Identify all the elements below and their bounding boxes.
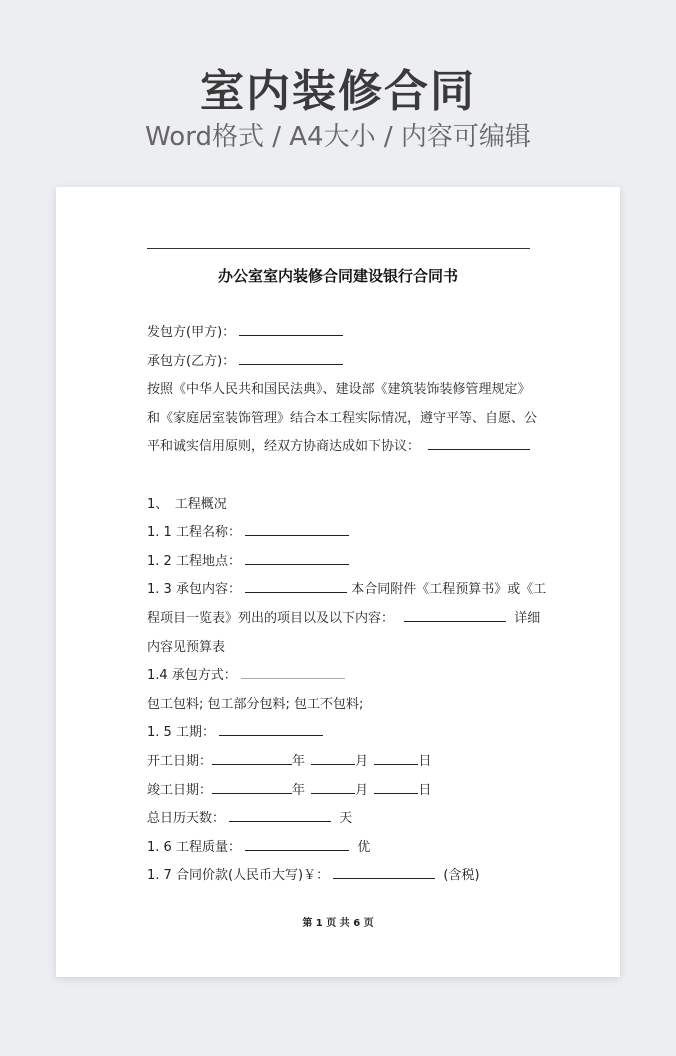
document-body bbox=[147, 319, 547, 891]
period-label: 1. 5 工期： bbox=[147, 725, 215, 741]
party-a-line bbox=[147, 319, 531, 348]
scope-line-2 bbox=[147, 605, 541, 634]
start-day-blank bbox=[374, 750, 418, 765]
total-days-label: 总日历天数： bbox=[147, 811, 226, 827]
project-location-label: 1. 2 工程地点： bbox=[147, 553, 241, 569]
start-date-label: 开工日期： bbox=[147, 753, 213, 769]
section1-heading: 1、 工程概况 bbox=[147, 496, 227, 512]
document-page bbox=[56, 187, 620, 977]
start-year-unit: 年 bbox=[292, 753, 306, 769]
intro-line-3 bbox=[147, 433, 531, 462]
method-options: 包工包料; 包工部分包料; 包工不包料; bbox=[147, 696, 364, 712]
intro-line-1: 按照《中华人民共和国民法典》、建设部《建筑装饰装修管理规定》 bbox=[147, 382, 531, 398]
price-label: 1. 7 合同价款(人民币大写)￥： bbox=[147, 868, 330, 884]
scope-blank-2 bbox=[404, 607, 506, 622]
end-month-blank bbox=[311, 779, 355, 794]
project-name-line bbox=[147, 519, 531, 548]
end-year-blank bbox=[212, 779, 292, 794]
quality-line bbox=[147, 834, 531, 863]
start-month-blank bbox=[311, 750, 355, 765]
end-day-unit: 日 bbox=[418, 782, 432, 798]
party-b-line bbox=[147, 348, 531, 377]
party-b-blank bbox=[239, 350, 343, 365]
total-days-unit: 天 bbox=[339, 811, 353, 827]
quality-value: 优 bbox=[357, 839, 371, 855]
quality-blank bbox=[245, 836, 349, 851]
end-date-label: 竣工日期： bbox=[147, 782, 213, 798]
method-line bbox=[147, 662, 531, 691]
project-location-blank bbox=[245, 550, 349, 565]
hero-title: 室内装修合同 bbox=[200, 66, 476, 117]
scope-line-3: 内容见预算表 bbox=[147, 639, 226, 655]
spacer bbox=[147, 462, 531, 491]
end-year-unit: 年 bbox=[292, 782, 306, 798]
period-blank bbox=[219, 721, 323, 736]
project-name-label: 1. 1 工程名称： bbox=[147, 525, 241, 541]
scope-text-c: 程项目一览表》列出的项目以及以下内容： bbox=[147, 610, 395, 626]
start-year-blank bbox=[212, 750, 292, 765]
end-day-blank bbox=[374, 779, 418, 794]
start-day-unit: 日 bbox=[418, 753, 432, 769]
price-line bbox=[147, 862, 531, 891]
intro-blank bbox=[428, 435, 530, 450]
period-line bbox=[147, 719, 531, 748]
party-b-label: 承包方(乙方)： bbox=[147, 353, 236, 369]
scope-text-d: 详细 bbox=[514, 610, 541, 626]
price-blank bbox=[333, 864, 435, 879]
total-days-blank bbox=[229, 807, 331, 822]
method-blank bbox=[241, 664, 345, 679]
intro-line-3-text: 平和诚实信用原则，经双方协商达成如下协议： bbox=[147, 439, 421, 455]
price-suffix: (含税) bbox=[443, 868, 480, 884]
top-divider bbox=[147, 248, 530, 249]
end-date-line bbox=[147, 777, 531, 806]
hero-subtitle: Word格式 / A4大小 / 内容可编辑 bbox=[145, 122, 531, 152]
scope-blank bbox=[245, 578, 347, 593]
total-days-line bbox=[147, 805, 531, 834]
quality-label: 1. 6 工程质量： bbox=[147, 839, 241, 855]
end-month-unit: 月 bbox=[355, 782, 369, 798]
document-title: 办公室室内装修合同建设银行合同书 bbox=[217, 267, 458, 285]
party-a-label: 发包方(甲方)： bbox=[147, 325, 236, 340]
scope-line-1 bbox=[147, 576, 547, 605]
start-month-unit: 月 bbox=[355, 753, 369, 769]
party-a-blank bbox=[239, 321, 343, 336]
scope-text-b: 本合同附件《工程预算书》或《工 bbox=[351, 582, 547, 598]
intro-line-2: 和《家庭居室装饰管理》结合本工程实际情况，遵守平等、自愿、公 bbox=[147, 410, 538, 426]
scope-label: 1. 3 承包内容： bbox=[147, 582, 241, 598]
project-location-line bbox=[147, 548, 531, 577]
method-label: 1.4 承包方式： bbox=[147, 668, 237, 684]
page-footer: 第 1 页 共 6 页 bbox=[302, 918, 374, 929]
project-name-blank bbox=[245, 521, 349, 536]
start-date-line bbox=[147, 748, 531, 777]
